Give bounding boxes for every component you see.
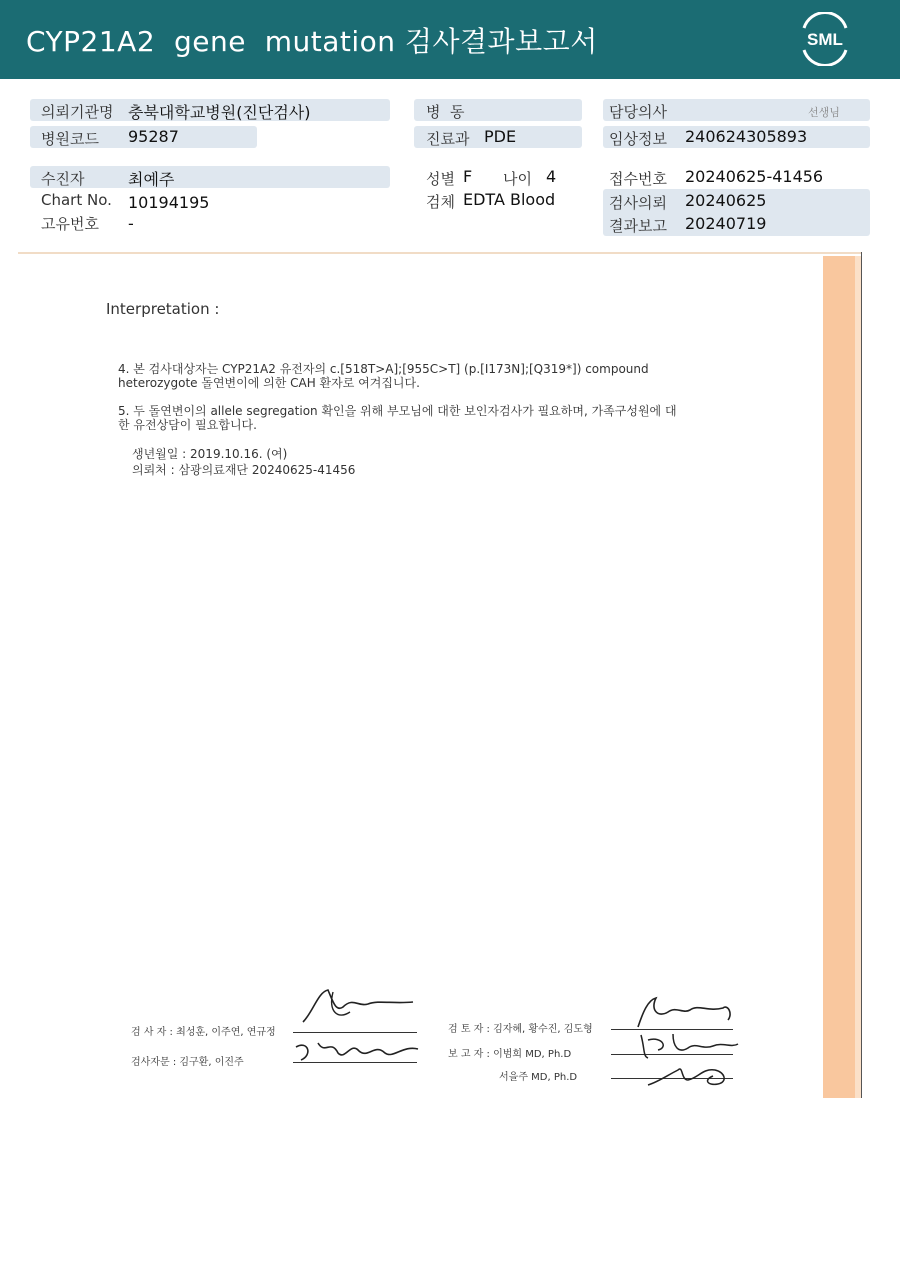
sex-label: 성별 (426, 170, 455, 188)
unique-value: - (128, 214, 134, 233)
clinical-value: 240624305893 (685, 127, 808, 146)
examiner-signature (298, 982, 418, 1027)
scan-edge-stripe (823, 256, 855, 1098)
assistant-signature (293, 1035, 423, 1065)
reporter-signature (633, 1030, 743, 1060)
report-date-value: 20240719 (685, 214, 767, 233)
report-header (0, 0, 900, 79)
doctor-label: 담당의사 (609, 103, 667, 121)
dept-label: 진료과 (426, 130, 470, 148)
hospital-code-label: 병원코드 (41, 130, 99, 148)
sml-logo (796, 12, 854, 66)
examiners-label: 검 사 자 : 최성훈, 이주연, 연규정 (131, 1027, 276, 1038)
institution-label: 의뢰기관명 (41, 103, 114, 121)
item4-line1: 4. 본 검사대상자는 CYP21A2 유전자의 c.[518T>A];[955C>T] (p.[I173N];[Q319*]) compound (118, 362, 649, 376)
exam-assistants-label: 검사자문 : 김구환, 이진주 (131, 1057, 244, 1068)
svg-text:SML: SML (807, 30, 843, 49)
receipt-label: 접수번호 (609, 170, 667, 188)
patient-value: 최예주 (128, 170, 175, 189)
specimen-label: 검체 (426, 193, 455, 211)
clinical-label: 임상정보 (609, 130, 667, 148)
scanned-report (18, 252, 862, 1098)
item4-line2: heterozygote 돌연변이에 의한 CAH 환자로 여겨집니다. (118, 376, 420, 390)
patient-label: 수진자 (41, 170, 85, 188)
doctor-suffix: 선생님 (808, 106, 840, 119)
scan-border-line (861, 252, 862, 1098)
reviewers-label: 검 토 자 : 김자혜, 황수진, 김도형 (448, 1024, 593, 1035)
report-date-label: 결과보고 (609, 217, 667, 235)
reporter2-signature (643, 1060, 743, 1090)
chart-value: 10194195 (128, 193, 210, 212)
institution-value: 충북대학교병원(진단검사) (128, 103, 311, 122)
request-value: 20240625 (685, 191, 767, 210)
dept-value: PDE (484, 127, 517, 146)
receipt-value: 20240625-41456 (685, 167, 824, 186)
sex-value: F (463, 167, 473, 186)
referral-line: 의뢰처 : 삼광의료재단 20240625-41456 (132, 463, 356, 477)
birth-line: 생년월일 : 2019.10.16. (여) (132, 447, 288, 461)
specimen-value: EDTA Blood (463, 190, 556, 209)
item5-line1: 5. 두 돌연변이의 allele segregation 확인을 위해 부모님에 대한 보인자검사가 필요하며, 가족구성원에 대 (118, 404, 677, 418)
report-title: CYP21A2 gene mutation 검사결과보고서 (26, 25, 598, 58)
reviewer-signature (628, 992, 738, 1032)
chart-label: Chart No. (41, 191, 112, 209)
hospital-code-value: 95287 (128, 127, 179, 146)
request-label: 검사의뢰 (609, 194, 667, 212)
signature-line (293, 1032, 417, 1033)
item5-line2: 한 유전상담이 필요합니다. (118, 418, 257, 432)
reporter2-label: 서을주 MD, Ph.D (499, 1072, 578, 1083)
unique-label: 고유번호 (41, 215, 99, 233)
interpretation-heading: Interpretation : (106, 300, 220, 318)
age-value: 4 (546, 167, 557, 186)
ward-label: 병 동 (426, 103, 465, 121)
reporters-label: 보 고 자 : 이범희 MD, Ph.D (448, 1049, 572, 1060)
age-label: 나이 (503, 170, 532, 188)
